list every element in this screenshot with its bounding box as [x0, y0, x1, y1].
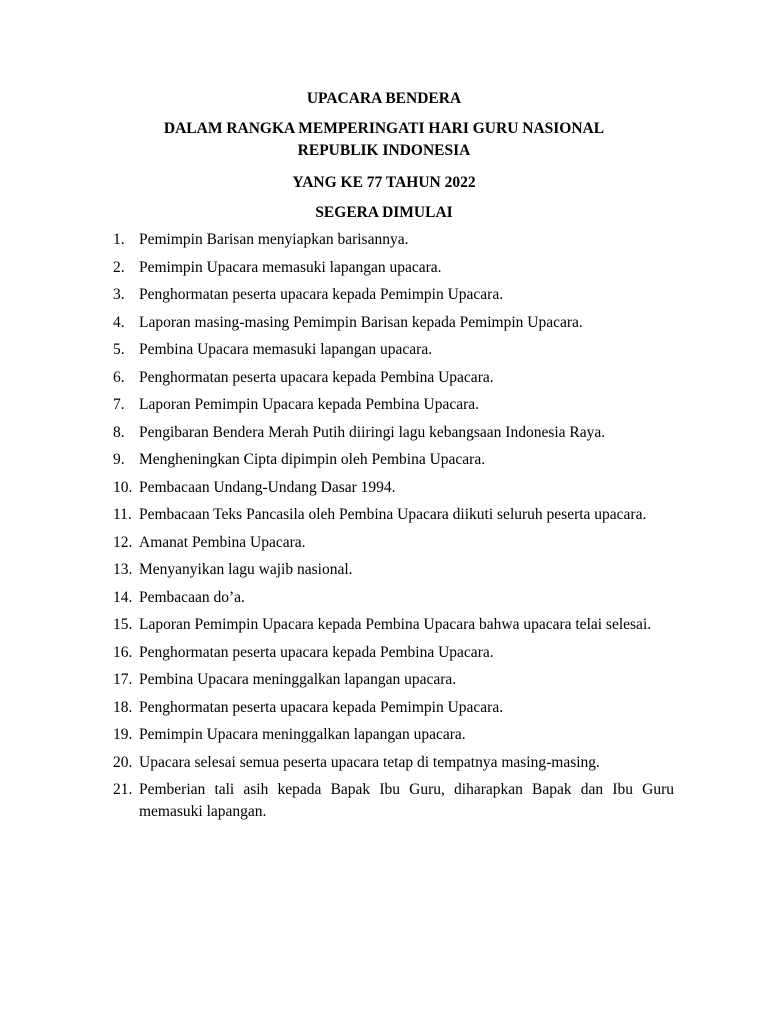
agenda-item-number: 9.	[113, 451, 125, 468]
title-occasion	[0, 118, 768, 162]
agenda-item	[113, 532, 674, 554]
agenda-item-text: Menyanyikan lagu wajib nasional.	[139, 561, 353, 578]
agenda-item	[113, 559, 674, 581]
title-year: YANG KE 77 TAHUN 2022	[292, 174, 476, 191]
agenda-item-text: Pemimpin Upacara memasuki lapangan upacara.	[139, 258, 442, 276]
agenda-item	[113, 642, 674, 664]
agenda-item	[113, 257, 674, 279]
agenda-item	[113, 449, 674, 471]
agenda-item-number: 1.	[113, 231, 125, 248]
agenda-item	[113, 697, 674, 719]
agenda-item-text: Pembina Upacara meninggalkan lapangan upacara.	[139, 671, 457, 688]
agenda-item-text: Mengheningkan Cipta dipimpin oleh Pembina Upacara.	[139, 451, 486, 468]
agenda-item	[113, 669, 674, 691]
agenda-item-text: Pemimpin Barisan menyiapkan barisannya.	[139, 231, 409, 248]
agenda-item-text: Penghormatan peserta upacara kepada Pemimpin Upacara.	[139, 286, 504, 303]
agenda-item-number: 11.	[113, 506, 132, 523]
agenda-item-number: 6.	[113, 368, 125, 386]
agenda-item-text: Pembacaan do’a.	[139, 588, 245, 606]
title-starting-soon: SEGERA DIMULAI	[315, 204, 453, 221]
agenda-item-text: Laporan Pemimpin Upacara kepada Pembina Upacara bahwa upacara telai selesai.	[139, 616, 652, 633]
agenda-item	[113, 779, 674, 823]
agenda-item-number: 10.	[113, 478, 133, 496]
agenda-item-text: Laporan masing-masing Pemimpin Barisan kepada Pemimpin Upacara.	[139, 313, 583, 331]
agenda-item	[113, 587, 674, 609]
agenda-item	[113, 312, 674, 334]
agenda-item	[113, 477, 674, 499]
agenda-item	[113, 229, 674, 251]
agenda-item	[113, 284, 674, 306]
title-occasion-line1: DALAM RANGKA MEMPERINGATI HARI GURU NASIONAL	[163, 120, 605, 137]
agenda-item-text: Pengibaran Bendera Merah Putih diiringi lagu kebangsaan Indonesia Raya.	[139, 423, 606, 441]
agenda-item-number: 14.	[113, 588, 133, 606]
agenda-item-text: Laporan Pemimpin Upacara kepada Pembina Upacara.	[139, 396, 479, 413]
agenda-item-text: Penghormatan peserta upacara kepada Pembina Upacara.	[139, 368, 494, 386]
agenda-item	[113, 504, 674, 526]
agenda-item-number: 21.	[113, 781, 133, 798]
agenda-item-number: 19.	[113, 726, 133, 743]
agenda-item-number: 15.	[113, 616, 133, 633]
agenda-item	[113, 339, 674, 361]
agenda-item-number: 7.	[113, 396, 125, 413]
agenda-item-text: Pembina Upacara memasuki lapangan upacara.	[139, 341, 433, 358]
title-occasion-line2: REPUBLIK INDONESIA	[297, 142, 471, 159]
agenda-item-text: Upacara selesai semua peserta upacara tetap di tempatnya masing-masing.	[139, 753, 600, 771]
agenda-item	[113, 422, 674, 444]
agenda-item-number: 17.	[113, 671, 133, 688]
agenda-item-text: Pembacaan Undang-Undang Dasar 1994.	[139, 478, 396, 496]
agenda-item	[113, 394, 674, 416]
agenda-item-number: 3.	[113, 286, 125, 303]
agenda-item-text: Pemimpin Upacara meninggalkan lapangan upacara.	[139, 726, 466, 743]
agenda-list	[113, 229, 674, 829]
agenda-item-number: 8.	[113, 423, 125, 441]
agenda-item-text: Pemberian tali asih kepada Bapak Ibu Guru, diharapkan Bapak dan Ibu Guru memasuki lapangan.	[139, 781, 674, 820]
agenda-item-text: Penghormatan peserta upacara kepada Pemimpin Upacara.	[139, 698, 504, 716]
agenda-item-number: 18.	[113, 698, 133, 716]
agenda-item-text: Penghormatan peserta upacara kepada Pembina Upacara.	[139, 643, 494, 661]
agenda-item-number: 12.	[113, 533, 133, 551]
agenda-item	[113, 724, 674, 746]
agenda-item-text: Amanat Pembina Upacara.	[139, 533, 306, 551]
title-ceremony: UPACARA BENDERA	[306, 90, 462, 107]
agenda-item	[113, 752, 674, 774]
agenda-item-number: 4.	[113, 313, 125, 331]
agenda-item	[113, 367, 674, 389]
agenda-item	[113, 614, 674, 636]
agenda-item-number: 20.	[113, 753, 133, 771]
agenda-item-text: Pembacaan Teks Pancasila oleh Pembina Upacara diikuti seluruh peserta upacara.	[139, 506, 647, 523]
agenda-item-number: 16.	[113, 643, 133, 661]
agenda-item-number: 13.	[113, 561, 133, 578]
agenda-item-number: 5.	[113, 341, 125, 358]
agenda-item-number: 2.	[113, 258, 125, 276]
